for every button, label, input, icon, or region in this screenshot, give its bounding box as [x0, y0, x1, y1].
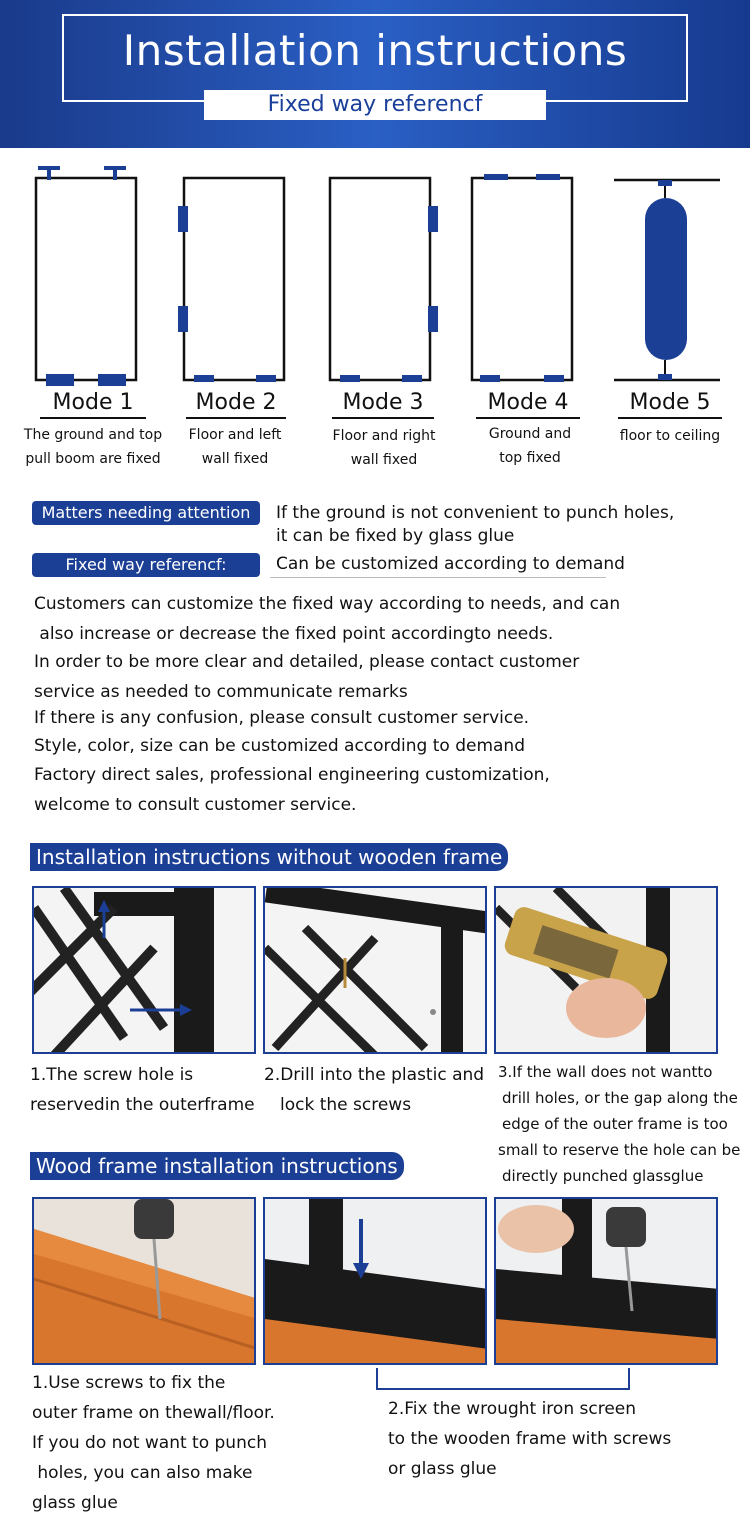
mode-3-desc: Floor and right wall fixed [332, 428, 436, 468]
photo-glass-glue [494, 886, 718, 1054]
mode-5-desc: floor to ceiling [619, 428, 721, 444]
caption-no-frame-2: 2.Drill into the plastic and lock the screws [264, 1065, 485, 1115]
photo-wood-drill-2 [494, 1197, 718, 1365]
info-line: In order to be more clear and detailed, please contact customer [34, 652, 580, 672]
bracket-connector [376, 1368, 630, 1390]
header-banner [0, 0, 750, 148]
mode-2-rule [186, 417, 286, 419]
mode-3-diagram [330, 178, 438, 382]
info-line: Customers can customize the fixed way according to needs, and can [34, 594, 621, 614]
mode-5-rule [618, 417, 722, 419]
section-title-no-frame: Installation instructions without wooden frame [30, 843, 508, 871]
photo-wood-arrow [263, 1197, 487, 1365]
fixed-way-tag: Fixed way referencf: [32, 553, 260, 577]
info-line: If there is any confusion, please consult customer service. [34, 708, 530, 728]
mode-1-desc: The ground and top pull boom are fixed [23, 427, 163, 467]
mode-2-diagram [178, 178, 284, 382]
attention-text: If the ground is not convenient to punch holes, it can be fixed by glass glue [276, 503, 675, 546]
page-subtitle: Fixed way referencf [204, 90, 546, 120]
page-title: Installation instructions [122, 26, 628, 75]
section-title-wood-frame: Wood frame installation instructions [30, 1152, 404, 1180]
mode-2-label: Mode 2 [195, 390, 277, 415]
fixed-way-text: Can be customized according to demand [276, 554, 625, 574]
caption-wood-2: 2.Fix the wrought iron screen to the wooden frame with screws or glass glue [388, 1399, 672, 1479]
caption-no-frame-1: 1.The screw hole is reservedin the outerframe [30, 1065, 255, 1115]
info-line: Style, color, size can be customized according to demand [34, 736, 525, 756]
fixed-way-underline [270, 577, 606, 578]
mode-diagrams [0, 160, 750, 390]
info-line: welcome to consult customer service. [34, 795, 357, 815]
mode-2-desc: Floor and left wall fixed [188, 427, 282, 467]
caption-no-frame-3: 3.If the wall does not wantto drill holes, or the gap along the edge of the outer frame is too small to reserve the hole can be directly punched glassglue [498, 1063, 741, 1185]
mode-3-rule [332, 417, 434, 419]
info-line: also increase or decrease the fixed point accordingto needs. [34, 624, 554, 644]
mode-4-desc: Ground and top fixed [488, 426, 572, 466]
mode-5-diagram [614, 180, 720, 380]
mode-1-label: Mode 1 [52, 390, 134, 415]
attention-tag: Matters needing attention [32, 501, 260, 525]
mode-1-rule [40, 417, 146, 419]
photo-screw-hole [32, 886, 256, 1054]
mode-4-diagram [472, 174, 572, 382]
mode-4-rule [476, 417, 580, 419]
photo-wood-drill-1 [32, 1197, 256, 1365]
mode-1-diagram [36, 166, 136, 386]
mode-5-label: Mode 5 [629, 390, 711, 415]
info-line: service as needed to communicate remarks [34, 682, 408, 702]
caption-wood-1: 1.Use screws to fix the outer frame on thewall/floor. If you do not want to punch holes, you can also make glass glue [32, 1373, 275, 1513]
mode-3-label: Mode 3 [342, 390, 424, 415]
info-line: Factory direct sales, professional engineering customization, [34, 765, 550, 785]
mode-4-label: Mode 4 [487, 390, 569, 415]
photo-drill-screws [263, 886, 487, 1054]
